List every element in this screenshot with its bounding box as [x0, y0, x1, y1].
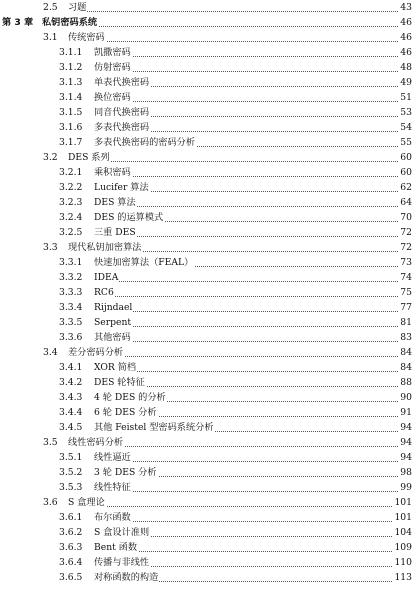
toc-title: RC6	[94, 285, 115, 301]
toc-number: 3.6.5	[59, 572, 83, 583]
toc-row	[0, 270, 416, 286]
toc-title: DES 算法	[94, 195, 137, 211]
toc-row	[0, 390, 416, 406]
dot-leader	[94, 551, 408, 552]
toc-page-number: 83	[399, 330, 412, 346]
dot-leader	[94, 56, 408, 57]
toc-row	[0, 135, 416, 151]
toc-page-number: 54	[399, 120, 412, 136]
toc-title: 线性密码分析	[68, 435, 124, 451]
toc-number: 3.2.3	[59, 197, 83, 208]
toc-title: DES 的运算模式	[94, 210, 164, 226]
toc-page-number: 64	[399, 195, 412, 211]
dot-leader	[94, 176, 408, 177]
toc-number: 第 3 章	[2, 17, 34, 28]
toc-page-number: 73	[399, 255, 412, 271]
toc-title: XOR 简档	[94, 360, 137, 376]
toc-title: 快速加密算法（FEAL）	[94, 255, 194, 271]
toc-page-number: 53	[399, 105, 412, 121]
toc-title: 线性逼近	[94, 450, 132, 466]
dot-leader	[94, 461, 408, 462]
toc-number: 3.3.2	[59, 272, 83, 283]
toc-number: 3.1.2	[59, 62, 83, 73]
toc-page-number: 81	[399, 315, 412, 331]
dot-leader	[94, 296, 408, 297]
toc-row	[0, 525, 416, 541]
dot-leader	[68, 506, 408, 507]
toc-page-number: 84	[399, 345, 412, 361]
toc-row	[0, 510, 416, 526]
toc-title: 3 轮 DES 分析	[94, 465, 158, 481]
toc-title: 传播与非线性	[94, 555, 150, 571]
toc-number: 3.6.1	[59, 512, 83, 523]
toc-number: 3.4.1	[59, 362, 83, 373]
dot-leader	[94, 101, 408, 102]
toc-row	[0, 165, 416, 181]
toc-page-number: 46	[399, 45, 412, 61]
toc-row	[0, 30, 416, 46]
toc-title: 线性特征	[94, 480, 132, 496]
toc-page-number: 62	[399, 180, 412, 196]
toc-page-number: 109	[393, 540, 412, 556]
toc-row	[0, 75, 416, 91]
toc-row	[0, 300, 416, 316]
toc-number: 3.5.1	[59, 452, 83, 463]
toc-number: 3.4.4	[59, 407, 83, 418]
toc-title: 三重 DES	[94, 225, 137, 241]
dot-leader	[68, 161, 408, 162]
toc-row	[0, 480, 416, 496]
toc-number: 3.5.2	[59, 467, 83, 478]
toc-title: 同音代换密码	[94, 105, 150, 121]
dot-leader	[94, 371, 408, 372]
toc-number: 3.6.2	[59, 527, 83, 538]
toc-number: 3.6	[43, 497, 58, 508]
toc-number: 3.2.4	[59, 212, 83, 223]
toc-row	[0, 495, 416, 511]
toc-page-number: 72	[399, 240, 412, 256]
toc-title: IDEA	[94, 270, 119, 286]
toc-title: 差分密码分析	[68, 345, 124, 361]
dot-leader	[94, 326, 408, 327]
toc-page-number: 84	[399, 360, 412, 376]
toc-page-number: 49	[399, 75, 412, 91]
toc-row	[0, 210, 416, 226]
toc-number: 3.4.2	[59, 377, 83, 388]
toc-number: 3.2.1	[59, 167, 83, 178]
toc-row	[0, 540, 416, 556]
toc-page-number: 91	[399, 405, 412, 421]
toc-row	[0, 570, 416, 586]
toc-page-number: 104	[393, 525, 412, 541]
toc-row	[0, 0, 416, 16]
toc-title: DES 轮特征	[94, 375, 146, 391]
toc-page-number: 113	[393, 570, 412, 586]
toc-page-number: 48	[399, 60, 412, 76]
toc-page-number: 60	[399, 165, 412, 181]
toc-row	[0, 450, 416, 466]
dot-leader	[94, 71, 408, 72]
toc-number: 3.2	[43, 152, 58, 163]
toc-number: 3.3.1	[59, 257, 83, 268]
toc-page-number: 94	[399, 420, 412, 436]
toc-row	[0, 60, 416, 76]
toc-title: Bent 函数	[94, 540, 138, 556]
toc-title: Rijndael	[94, 300, 133, 316]
dot-leader	[94, 281, 408, 282]
toc-title: 布尔函数	[94, 510, 132, 526]
toc-title: 6 轮 DES 分析	[94, 405, 158, 421]
toc-title: 私钥密码系统	[42, 15, 98, 31]
toc-row	[0, 330, 416, 346]
toc-page-number: 46	[399, 15, 412, 31]
toc-row	[0, 285, 416, 301]
toc-row	[0, 45, 416, 61]
toc-number: 3.1.7	[59, 137, 83, 148]
toc-title: 习题	[68, 0, 87, 16]
toc-title: 凯撒密码	[94, 45, 132, 61]
toc-row	[0, 360, 416, 376]
toc-row	[0, 405, 416, 421]
toc-number: 3.6.4	[59, 557, 83, 568]
toc-row	[0, 555, 416, 571]
toc-page-number: 74	[399, 270, 412, 286]
toc-number: 3.5.3	[59, 482, 83, 493]
toc-title: 多表代换密码的密码分析	[94, 135, 196, 151]
toc-number: 3.5	[43, 437, 58, 448]
toc-row	[0, 435, 416, 451]
toc-page-number: 46	[399, 30, 412, 46]
toc-number: 3.1.3	[59, 77, 83, 88]
toc-page-number: 101	[393, 510, 412, 526]
toc-page-number: 99	[399, 480, 412, 496]
toc-number: 3.2.2	[59, 182, 83, 193]
toc-title: 现代私钥加密算法	[68, 240, 143, 256]
toc-number: 3.3.3	[59, 287, 83, 298]
toc-title: 乘积密码	[94, 165, 132, 181]
toc-row	[0, 150, 416, 166]
toc-number: 3.1	[43, 32, 58, 43]
toc-title: 仿射密码	[94, 60, 132, 76]
toc-row	[0, 195, 416, 211]
toc-page-number: 110	[393, 555, 412, 571]
toc-chapter-row	[0, 15, 416, 31]
toc-title: 对称函数的构造	[94, 570, 159, 586]
toc-page-number: 88	[399, 375, 412, 391]
toc-title: 其他密码	[94, 330, 132, 346]
toc-row	[0, 345, 416, 361]
toc-page-number: 75	[399, 285, 412, 301]
toc-number: 3.3.4	[59, 302, 83, 313]
toc-row	[0, 180, 416, 196]
toc-row	[0, 240, 416, 256]
dot-leader	[94, 206, 408, 207]
toc-title: 多表代换密码	[94, 120, 150, 136]
dot-leader	[94, 236, 408, 237]
toc-number: 3.1.6	[59, 122, 83, 133]
toc-page-number: 94	[399, 435, 412, 451]
toc-page-number: 51	[399, 90, 412, 106]
dot-leader	[68, 11, 408, 12]
toc-number: 3.4.3	[59, 392, 83, 403]
toc-page-number: 60	[399, 150, 412, 166]
toc-page-number: 70	[399, 210, 412, 226]
toc-number: 3.1.5	[59, 107, 83, 118]
toc-title: 4 轮 DES 的分析	[94, 390, 167, 406]
toc-number: 3.4.5	[59, 422, 83, 433]
toc-row	[0, 225, 416, 241]
toc-row	[0, 315, 416, 331]
toc-page-number: 72	[399, 225, 412, 241]
toc-number: 3.3.5	[59, 317, 83, 328]
toc-number: 3.6.3	[59, 542, 83, 553]
dot-leader	[68, 41, 408, 42]
toc-row	[0, 120, 416, 136]
toc-title: S 盒设计准则	[94, 525, 150, 541]
toc-number: 3.3.6	[59, 332, 83, 343]
toc-title: S 盒理论	[68, 495, 106, 511]
toc-title: 其他 Feistel 型密码系统分析	[94, 420, 215, 436]
toc-page-number: 101	[393, 495, 412, 511]
toc-title: Lucifer 算法	[94, 180, 150, 196]
toc-title: Serpent	[94, 315, 132, 331]
toc-page-number: 43	[399, 0, 412, 16]
toc-number: 3.4	[43, 347, 58, 358]
toc-number: 2.5	[43, 2, 58, 13]
toc-page-number: 77	[399, 300, 412, 316]
toc-row	[0, 375, 416, 391]
dot-leader	[94, 491, 408, 492]
toc-page-number: 94	[399, 450, 412, 466]
toc-page-number: 90	[399, 390, 412, 406]
toc-row	[0, 90, 416, 106]
toc-number: 3.3	[43, 242, 58, 253]
toc-number: 3.1.4	[59, 92, 83, 103]
toc-title: 单表代换密码	[94, 75, 150, 91]
toc-number: 3.1.1	[59, 47, 83, 58]
toc-page-number: 55	[399, 135, 412, 151]
toc-title: 换位密码	[94, 90, 132, 106]
toc-page-number: 98	[399, 465, 412, 481]
toc-title: DES 系列	[68, 150, 111, 166]
toc-row	[0, 465, 416, 481]
dot-leader	[94, 341, 408, 342]
toc-row	[0, 255, 416, 271]
toc-row	[0, 420, 416, 436]
toc-title: 传统密码	[68, 30, 106, 46]
toc-row	[0, 105, 416, 121]
toc-number: 3.2.5	[59, 227, 83, 238]
dot-leader	[94, 521, 408, 522]
dot-leader	[94, 311, 408, 312]
